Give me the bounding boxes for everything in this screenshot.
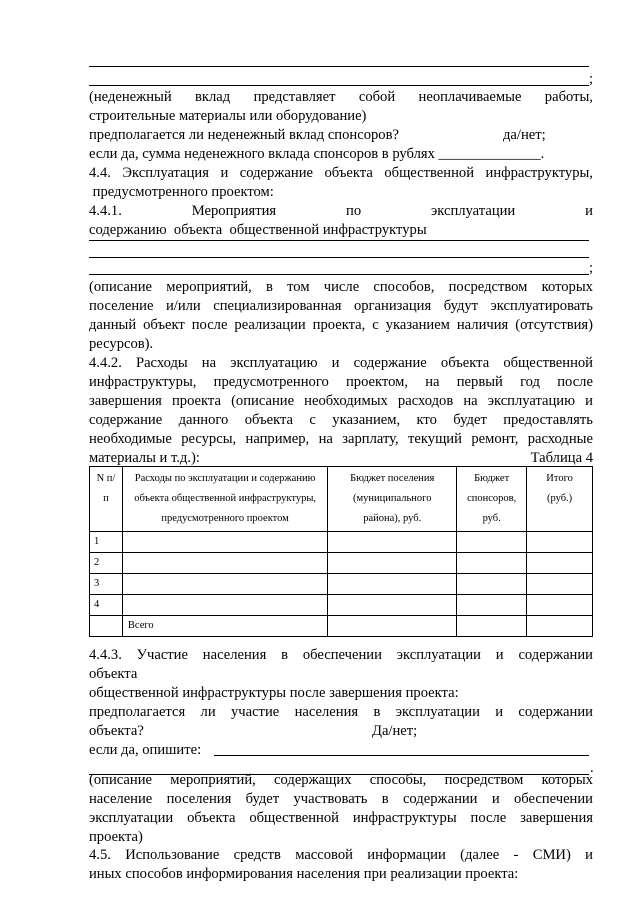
period: . xyxy=(590,760,594,776)
cell[interactable] xyxy=(457,574,527,595)
table-total-row xyxy=(90,616,593,637)
word: и xyxy=(495,647,504,663)
blank-line xyxy=(89,274,589,275)
table-header-row xyxy=(90,467,593,532)
word: после xyxy=(557,374,593,390)
word: собой xyxy=(358,89,396,105)
word: например, xyxy=(245,431,310,447)
word: которых xyxy=(541,772,593,788)
word: в xyxy=(281,647,289,663)
word: Использование xyxy=(125,847,220,863)
word: будут xyxy=(443,298,479,314)
word: наличия xyxy=(456,317,509,333)
word: и xyxy=(585,847,593,863)
word: вклад xyxy=(195,89,231,105)
sponsor-question xyxy=(89,126,593,145)
word: содержании xyxy=(402,791,478,807)
word: поселение xyxy=(89,298,154,314)
cell[interactable] xyxy=(457,553,527,574)
word: объекта xyxy=(440,355,490,371)
section-4-4-1-heading xyxy=(89,202,593,221)
word: организация xyxy=(353,298,432,314)
section-4-4-1-heading-cont: содержанию объекта общественной инфраструктуры xyxy=(89,222,427,238)
expenses-para-line-3 xyxy=(89,392,593,411)
header-number: N п/п xyxy=(90,467,123,532)
word: реализации xyxy=(234,317,306,333)
cell[interactable] xyxy=(328,532,457,553)
participation-note-line-2 xyxy=(89,790,593,809)
expenses-table xyxy=(89,466,593,637)
semicolon: ; xyxy=(589,71,594,87)
word: по xyxy=(346,203,362,219)
word: инфраструктуры, xyxy=(89,374,197,390)
word: указанием xyxy=(385,317,450,333)
cell[interactable] xyxy=(328,574,457,595)
word: после xyxy=(470,810,507,826)
blank-line xyxy=(89,257,589,258)
sponsor-amount-line: если да, сумма неденежного вклада спонсоров в рублях ______________. xyxy=(89,146,545,162)
word: способов, xyxy=(373,279,435,295)
word: (неденежный xyxy=(89,89,172,105)
expenses-para-line-1 xyxy=(89,354,593,373)
participation-note-line-1 xyxy=(89,771,593,790)
row-number: 4 xyxy=(90,595,123,616)
describe-line xyxy=(89,741,593,760)
word: и xyxy=(585,203,593,219)
section-4-5-heading-cont: иных способов информирования населения при реализации проекта: xyxy=(89,866,519,882)
word: Эксплуатация xyxy=(122,165,209,181)
word: в xyxy=(266,279,273,295)
section-4-4-3-heading xyxy=(89,646,593,665)
word: эксплуатации xyxy=(396,647,481,663)
section-4-4-3-heading-cont: объекта xyxy=(89,666,138,682)
describe-label: если да, опишите: xyxy=(89,742,202,758)
total-label: Всего xyxy=(122,616,327,637)
word: (описание xyxy=(89,772,153,788)
header-total: Итого (руб.) xyxy=(527,467,593,532)
word: объекта xyxy=(244,412,294,428)
header-sponsor-budget: Бюджет спонсоров, руб. xyxy=(457,467,527,532)
word: на xyxy=(318,431,333,447)
word: с xyxy=(372,317,379,333)
expenses-para-line-5 xyxy=(89,430,593,449)
word: и xyxy=(220,165,229,181)
word: проектом, xyxy=(345,374,409,390)
section-4-4-heading xyxy=(89,164,593,183)
word: обеспечении xyxy=(513,791,593,807)
word: числе xyxy=(323,279,360,295)
measures-note-line-4: ресурсов). xyxy=(89,336,154,352)
cell[interactable] xyxy=(527,532,593,553)
word: эксплуатации xyxy=(395,704,480,720)
word: объекта xyxy=(324,165,373,181)
word: год xyxy=(520,374,540,390)
word: информации xyxy=(367,847,446,863)
word: 4.4. xyxy=(89,165,111,181)
word: 4.5. xyxy=(89,847,111,863)
cell[interactable] xyxy=(122,574,327,595)
cell[interactable] xyxy=(122,595,327,616)
word: объект xyxy=(143,317,185,333)
participation-question-line-2 xyxy=(89,722,593,741)
cell[interactable] xyxy=(457,532,527,553)
word: и xyxy=(491,791,500,807)
expenses-para-line-4 xyxy=(89,411,593,430)
word: Участие xyxy=(136,647,188,663)
word: проекта xyxy=(171,393,221,409)
word: (отсутствия) xyxy=(515,317,593,333)
word: эксплуатации xyxy=(431,203,516,219)
participation-question-line-1 xyxy=(89,703,593,722)
cell[interactable] xyxy=(457,616,527,637)
word: СМИ) xyxy=(532,847,571,863)
table-row xyxy=(90,553,593,574)
non-monetary-note-line-1 xyxy=(89,88,593,107)
word: - xyxy=(513,847,519,863)
word: расходные xyxy=(527,431,593,447)
word: данного xyxy=(178,412,229,428)
word: на xyxy=(463,393,478,409)
word: на xyxy=(201,355,217,371)
word: представляет xyxy=(253,89,336,105)
word: обеспечении xyxy=(302,647,382,663)
word: общественной xyxy=(384,165,475,181)
cell[interactable] xyxy=(457,595,527,616)
measures-note-line-1 xyxy=(89,278,593,297)
header-settlement-budget: Бюджет поселения (муниципального района), руб. xyxy=(328,467,457,532)
sponsor-yes-no: да/нет; xyxy=(503,127,546,143)
word: мероприятий, xyxy=(170,772,256,788)
cell[interactable] xyxy=(527,595,593,616)
word: эксплуатацию xyxy=(230,355,318,371)
section-4-4-heading-cont: предусмотренного проектом: xyxy=(89,184,274,200)
word: в xyxy=(373,704,381,720)
word: предполагается xyxy=(89,704,186,720)
cell[interactable] xyxy=(328,616,457,637)
word: средств xyxy=(233,847,281,863)
word: и xyxy=(495,704,504,720)
word: 4.4.1. xyxy=(89,203,122,219)
word: посредством xyxy=(448,279,528,295)
word: 4.4.3. xyxy=(89,647,122,663)
word: содержание xyxy=(353,355,427,371)
row-number: 3 xyxy=(90,574,123,595)
word: неоплачиваемые xyxy=(418,89,522,105)
cell[interactable] xyxy=(122,553,327,574)
sponsor-question-text: предполагается ли неденежный вклад спонсоров? xyxy=(89,127,399,143)
word: участие xyxy=(230,704,280,720)
expenses-para-line-2 xyxy=(89,373,593,392)
word: и xyxy=(331,355,340,371)
word: мероприятий, xyxy=(166,279,252,295)
word: указанием, xyxy=(332,412,401,428)
word: эксплуатации xyxy=(89,810,174,826)
word: расходов xyxy=(397,393,454,409)
cell[interactable] xyxy=(328,595,457,616)
word: с xyxy=(309,412,316,428)
table-row xyxy=(90,595,593,616)
table-row xyxy=(90,574,593,595)
word: населения xyxy=(202,647,267,663)
word: общественной xyxy=(503,355,593,371)
word: и/или xyxy=(165,298,201,314)
word: содержании xyxy=(518,647,593,663)
word: (описание xyxy=(231,393,295,409)
word: данный xyxy=(89,317,137,333)
word: в xyxy=(381,791,389,807)
word: ресурсы, xyxy=(181,431,237,447)
word: кто xyxy=(416,412,437,428)
section-4-4-3-heading-cont2: общественной инфраструктуры после завершения проекта: xyxy=(89,685,459,701)
word: зарплату, xyxy=(342,431,399,447)
word: Расходы xyxy=(135,355,188,371)
word: проекта, xyxy=(312,317,366,333)
word: ли xyxy=(200,704,216,720)
measures-note-line-3 xyxy=(89,316,593,335)
word: первый xyxy=(456,374,503,390)
word: работы, xyxy=(544,89,593,105)
word: содержание xyxy=(89,412,163,428)
participation-note-line-3 xyxy=(89,809,593,828)
word: после xyxy=(191,317,228,333)
cell xyxy=(90,616,123,637)
word: эксплуатировать xyxy=(490,298,593,314)
row-number: 1 xyxy=(90,532,123,553)
table-row xyxy=(90,532,593,553)
describe-input-line[interactable] xyxy=(214,755,589,756)
cell[interactable] xyxy=(527,574,593,595)
row-number: 2 xyxy=(90,553,123,574)
word: Мероприятия xyxy=(191,203,277,219)
word: завершения xyxy=(520,810,593,826)
word: будет xyxy=(453,412,487,428)
section-4-5-heading xyxy=(89,846,593,865)
word: завершения xyxy=(89,393,162,409)
word: содержащих xyxy=(274,772,352,788)
word: способы, xyxy=(369,772,427,788)
word: общественной xyxy=(249,810,339,826)
word: том xyxy=(287,279,310,295)
word: которых xyxy=(541,279,593,295)
word: массовой xyxy=(295,847,353,863)
word: население xyxy=(89,791,153,807)
word: необходимые xyxy=(89,431,172,447)
word: будет xyxy=(245,791,280,807)
word: объекта xyxy=(187,810,236,826)
cell[interactable] xyxy=(527,553,593,574)
word: содержание xyxy=(239,165,313,181)
participation-note-line-4: проекта) xyxy=(89,829,143,845)
blank-line xyxy=(89,240,589,241)
measures-note-line-2 xyxy=(89,297,593,316)
word: (описание xyxy=(89,279,153,295)
word: на xyxy=(425,374,440,390)
word: эксплуатацию xyxy=(487,393,576,409)
word: поселения xyxy=(166,791,232,807)
blank-line xyxy=(89,85,589,86)
word: необходимых xyxy=(304,393,388,409)
non-monetary-note-line-2: строительные материалы или оборудование) xyxy=(89,108,367,124)
expenses-para-line-6: материалы и т.д.): xyxy=(89,450,200,466)
blank-line xyxy=(89,66,589,67)
word: инфраструктуры, xyxy=(485,165,593,181)
word: инфраструктуры xyxy=(352,810,457,826)
word: посредством xyxy=(444,772,524,788)
participation-question-text: объекта? xyxy=(89,723,144,739)
word: текущий xyxy=(408,431,462,447)
table-caption: Таблица 4 xyxy=(530,450,593,466)
word: специализированная xyxy=(213,298,342,314)
word: содержании xyxy=(518,704,593,720)
word: (далее xyxy=(460,847,500,863)
word: и xyxy=(585,393,593,409)
cell[interactable] xyxy=(527,616,593,637)
cell[interactable] xyxy=(328,553,457,574)
word: ремонт, xyxy=(471,431,519,447)
header-expenses: Расходы по эксплуатации и содержанию объекта общественной инфраструктуры, предусмотренного проектом xyxy=(122,467,327,532)
cell[interactable] xyxy=(122,532,327,553)
word: участвовать xyxy=(293,791,368,807)
word: населения xyxy=(294,704,359,720)
semicolon: ; xyxy=(589,260,594,276)
participation-yes-no: Да/нет; xyxy=(372,723,418,739)
word: предусмотренного xyxy=(213,374,329,390)
word: 4.4.2. xyxy=(89,355,122,371)
word: предоставлять xyxy=(503,412,593,428)
